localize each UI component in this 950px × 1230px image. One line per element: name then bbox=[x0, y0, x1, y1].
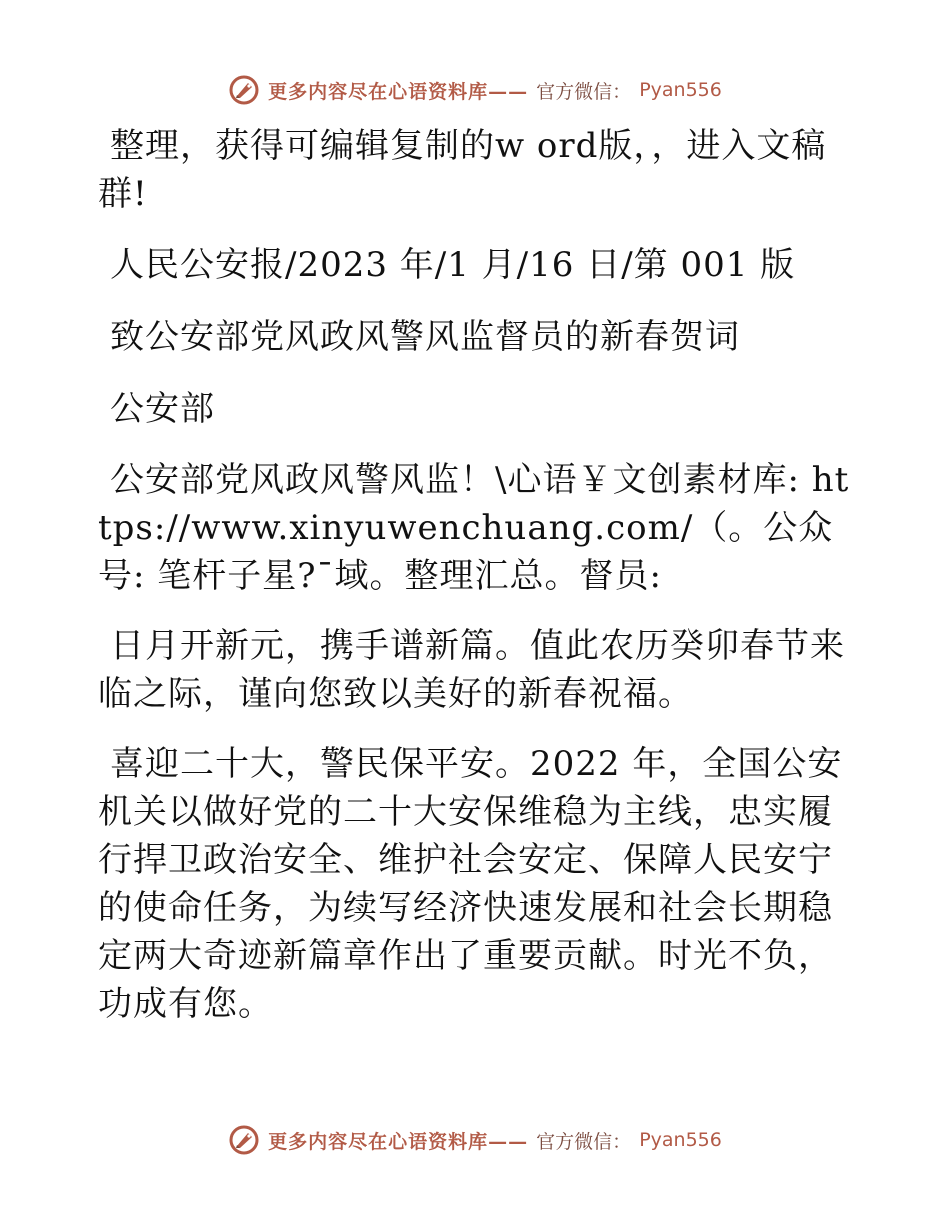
footer-banner bbox=[0, 1120, 950, 1160]
body-paragraph-1: 日月开新元，携手谱新篇。值此农历癸卯春节来临之际，谨向您致以美好的新春祝福。 bbox=[98, 626, 845, 714]
footer-banner-lead: 更多内容尽在心语资料库—— bbox=[268, 1130, 529, 1153]
pen-nib-logo-icon bbox=[228, 74, 260, 106]
publication-line: 人民公安报/2023 年/1 月/16 日/第 001 版 bbox=[110, 245, 796, 285]
header-banner-wechat-id: Pyan556 bbox=[639, 79, 722, 101]
document-body bbox=[98, 122, 858, 1028]
footer-banner-contact-label: 官方微信： bbox=[536, 1130, 632, 1153]
document-author: 公安部 bbox=[110, 389, 215, 429]
header-banner-lead: 更多内容尽在心语资料库—— bbox=[268, 80, 529, 103]
footer-banner-wechat-id: Pyan556 bbox=[639, 1129, 722, 1151]
body-paragraph-2: 喜迎二十大，警民保平安。2022 年，全国公安机关以做好党的二十大安保维稳为主线，忠实履行捍卫政治安全、维护社会安定、保障人民安宁的使命任务，为续写经济快速发展和社会长期稳定两大奇迹新篇章作出了重要贡献。时光不负，功成有您。 bbox=[98, 744, 843, 1024]
document-title: 致公安部党风政风警风监督员的新春贺词 bbox=[110, 317, 740, 357]
pen-nib-logo-icon bbox=[228, 1124, 260, 1156]
salutation-paragraph: 公安部党风政风警风监！\心语￥文创素材库: https://www.xinyuwenchuang.com/（。公众号: 笔杆子星?¯域。整理汇总。督员: bbox=[98, 460, 850, 596]
intro-paragraph: 整理，获得可编辑复制的w ord版，，进入文稿群! bbox=[98, 126, 827, 214]
header-banner bbox=[0, 70, 950, 110]
header-banner-contact-label: 官方微信： bbox=[536, 80, 632, 103]
